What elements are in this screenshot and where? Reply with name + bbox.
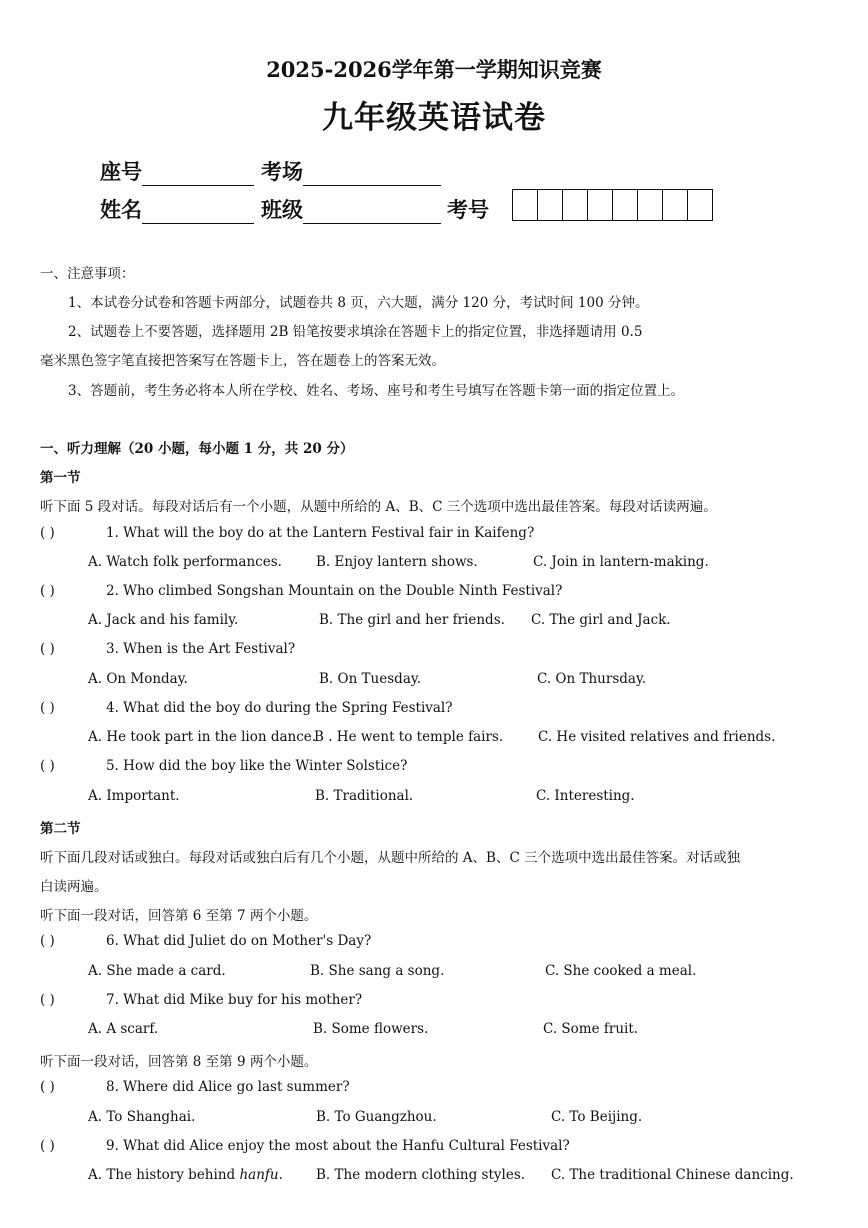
option-c: C. On Thursday. xyxy=(537,671,647,687)
answer-blank[interactable]: ( ) xyxy=(40,933,55,949)
answer-blank[interactable]: ( ) xyxy=(40,1138,55,1154)
option-c: C. Join in lantern-making. xyxy=(533,554,709,570)
exam-subtitle: 九年级英语试卷 xyxy=(322,100,546,136)
option-b: B. Traditional. xyxy=(315,788,414,804)
option-a-italic: hanfu xyxy=(239,1167,279,1183)
option-a xyxy=(88,1167,283,1183)
note-2: 2、试题卷上不要答题，选择题用 2B 铅笔按要求填涂在答题卡上的指定位置，非选择题请用 0.5 xyxy=(68,324,643,340)
question-9 xyxy=(40,1138,570,1154)
option-a: A. She made a card. xyxy=(88,963,226,979)
option-c: C. To Beijing. xyxy=(551,1109,643,1125)
note-2-cont: 毫米黑色签字笔直接把答案写在答题卡上，答在题卷上的答案无效。 xyxy=(40,353,445,369)
question-7 xyxy=(40,992,362,1008)
question-text: 8. Where did Alice go last summer? xyxy=(106,1079,350,1095)
option-a: A. Important. xyxy=(88,788,180,804)
question-6 xyxy=(40,933,371,949)
note-3: 3、答题前，考生务必将本人所在学校、姓名、考场、座号和考生号填写在答题卡第一面的指定位置上。 xyxy=(68,383,685,399)
seat-field[interactable] xyxy=(100,156,254,186)
digit-box[interactable] xyxy=(588,190,613,220)
answer-blank[interactable]: ( ) xyxy=(40,700,55,716)
option-a: A. Jack and his family. xyxy=(88,612,239,628)
section2-instruction-cont: 白读两遍。 xyxy=(40,879,108,895)
option-c: C. She cooked a meal. xyxy=(545,963,697,979)
seat-blank[interactable] xyxy=(142,163,254,186)
option-b: B. She sang a song. xyxy=(310,963,445,979)
digit-box[interactable] xyxy=(538,190,563,220)
question-text: 6. What did Juliet do on Mother's Day? xyxy=(106,933,372,949)
class-label: 班级 xyxy=(261,197,303,222)
room-label: 考场 xyxy=(261,159,303,184)
notes-heading: 一、注意事项： xyxy=(40,266,135,282)
question-text: 5. How did the boy like the Winter Solstice? xyxy=(106,758,408,774)
part1-heading: 一、听力理解（20 小题，每小题 1 分，共 20 分） xyxy=(40,441,354,457)
answer-blank[interactable]: ( ) xyxy=(40,992,55,1008)
option-a-end: . xyxy=(278,1167,283,1183)
digit-box[interactable] xyxy=(663,190,688,220)
question-text: 2. Who climbed Songshan Mountain on the Double Ninth Festival? xyxy=(106,583,563,599)
option-b: B. The girl and her friends. xyxy=(319,612,505,628)
name-blank[interactable] xyxy=(142,201,254,224)
option-b: B. Some flowers. xyxy=(313,1021,429,1037)
answer-blank[interactable]: ( ) xyxy=(40,583,55,599)
name-label: 姓名 xyxy=(100,197,142,222)
dialogue-intro-2: 听下面一段对话，回答第 8 至第 9 两个小题。 xyxy=(40,1054,318,1070)
option-a: A. A scarf. xyxy=(88,1021,159,1037)
room-field[interactable] xyxy=(261,156,441,186)
question-4 xyxy=(40,700,453,716)
question-text: 7. What did Mike buy for his mother? xyxy=(106,992,363,1008)
seat-label: 座号 xyxy=(100,159,142,184)
question-text: 3. When is the Art Festival? xyxy=(106,641,296,657)
section1-instruction: 听下面 5 段对话。每段对话后有一个小题，从题中所给的 A、B、C 三个选项中选出最佳答案。每段对话读两遍。 xyxy=(40,499,717,515)
exam-title: 2025-2026学年第一学期知识竞赛 xyxy=(266,57,602,82)
question-2 xyxy=(40,583,562,599)
room-blank[interactable] xyxy=(303,163,441,186)
option-c: C. The girl and Jack. xyxy=(531,612,671,628)
option-c: C. The traditional Chinese dancing. xyxy=(551,1167,794,1183)
class-blank[interactable] xyxy=(303,201,441,224)
option-c: C. Some fruit. xyxy=(543,1021,639,1037)
question-text: 1. What will the boy do at the Lantern Festival fair in Kaifeng? xyxy=(106,525,535,541)
dialogue-intro-1: 听下面一段对话，回答第 6 至第 7 两个小题。 xyxy=(40,908,318,924)
answer-blank[interactable]: ( ) xyxy=(40,525,55,541)
option-a: A. On Monday. xyxy=(88,671,188,687)
option-c: C. Interesting. xyxy=(536,788,635,804)
question-text: 4. What did the boy do during the Spring Festival? xyxy=(106,700,453,716)
question-3 xyxy=(40,641,295,657)
exam-no-label: 考号 xyxy=(447,197,489,222)
question-text: 9. What did Alice enjoy the most about the Hanfu Cultural Festival? xyxy=(106,1138,570,1154)
question-8 xyxy=(40,1079,350,1095)
option-b: B . He went to temple fairs. xyxy=(314,729,504,745)
section2-instruction: 听下面几段对话或独白。每段对话或独白后有几个小题，从题中所给的 A、B、C 三个选项中选出最佳答案。对话或独 xyxy=(40,850,741,866)
option-c: C. He visited relatives and friends. xyxy=(538,729,776,745)
section1-heading: 第一节 xyxy=(40,470,81,486)
option-b: B. The modern clothing styles. xyxy=(316,1167,526,1183)
name-field[interactable] xyxy=(100,194,254,224)
note-1: 1、本试卷分试卷和答题卡两部分，试题卷共 8 页，六大题，满分 120 分，考试时间 100 分钟。 xyxy=(68,295,649,311)
answer-blank[interactable]: ( ) xyxy=(40,758,55,774)
question-1 xyxy=(40,525,534,541)
class-field[interactable] xyxy=(261,194,441,224)
digit-box[interactable] xyxy=(688,190,712,220)
answer-blank[interactable]: ( ) xyxy=(40,1079,55,1095)
digit-box[interactable] xyxy=(563,190,588,220)
option-a: A. To Shanghai. xyxy=(88,1109,196,1125)
digit-box[interactable] xyxy=(513,190,538,220)
option-b: B. To Guangzhou. xyxy=(316,1109,437,1125)
option-a-text: A. The history behind xyxy=(88,1167,240,1183)
section2-heading: 第二节 xyxy=(40,821,81,837)
option-a: A. He took part in the lion dance. xyxy=(88,729,317,745)
question-5 xyxy=(40,758,407,774)
digit-box[interactable] xyxy=(638,190,663,220)
option-a: A. Watch folk performances. xyxy=(88,554,282,570)
option-b: B. On Tuesday. xyxy=(319,671,421,687)
exam-no-boxes[interactable] xyxy=(512,189,713,221)
answer-blank[interactable]: ( ) xyxy=(40,641,55,657)
option-b: B. Enjoy lantern shows. xyxy=(316,554,478,570)
digit-box[interactable] xyxy=(613,190,638,220)
